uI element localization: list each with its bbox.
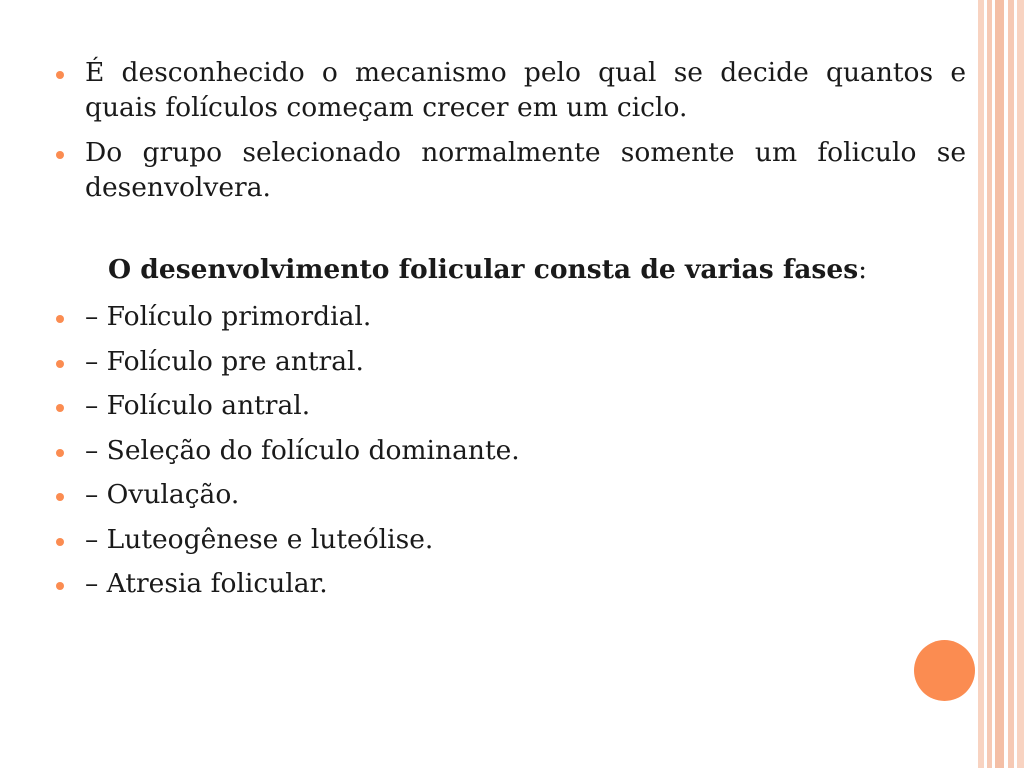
list-item-text: – Seleção do folículo dominante.: [85, 434, 520, 466]
stripe: [995, 0, 1004, 768]
stripe: [978, 0, 984, 768]
accent-circle: [914, 640, 975, 701]
paragraph-text: É desconhecido o mecanismo pelo qual se decide quantos e quais folículos começam crecer em um ciclo.: [85, 57, 966, 123]
list-item: [52, 566, 966, 601]
list-item: [52, 344, 966, 379]
list-item-text: – Atresia folicular.: [85, 568, 328, 599]
list-item-text: – Ovulação.: [85, 479, 240, 510]
list-item: [52, 299, 966, 334]
section-heading-text: O desenvolvimento folicular consta de varias fases: [108, 254, 859, 285]
bullet-icon: [56, 360, 64, 368]
bullet-icon: [56, 449, 64, 457]
stripe: [987, 0, 992, 768]
list-item-text: – Folículo pre antral.: [85, 345, 364, 377]
list-item: [52, 477, 966, 512]
list-item: [52, 388, 966, 423]
list-item: [52, 433, 966, 468]
bullet-paragraph: [52, 55, 966, 125]
stripe: [1008, 0, 1014, 768]
phases-list: [52, 299, 966, 601]
slide-content: [52, 55, 966, 601]
bullet-icon: [56, 582, 64, 590]
bullet-icon: [56, 404, 64, 412]
section-heading-colon: :: [858, 254, 868, 285]
section-heading: [52, 252, 966, 287]
stripe: [1017, 0, 1024, 768]
list-item-text: – Folículo antral.: [85, 390, 311, 421]
bullet-icon: [56, 315, 64, 323]
paragraph-text: Do grupo selecionado normalmente somente um foliculo se desenvolvera.: [85, 137, 966, 203]
bullet-icon: [56, 151, 64, 159]
bullet-icon: [56, 71, 64, 79]
decorative-stripes: [976, 0, 1024, 768]
bullet-icon: [56, 493, 64, 501]
bullet-paragraph: [52, 135, 966, 205]
list-item: [52, 522, 966, 557]
bullet-icon: [56, 538, 64, 546]
list-item-text: – Luteogênese e luteólise.: [85, 523, 434, 555]
list-item-text: – Folículo primordial.: [85, 301, 372, 332]
